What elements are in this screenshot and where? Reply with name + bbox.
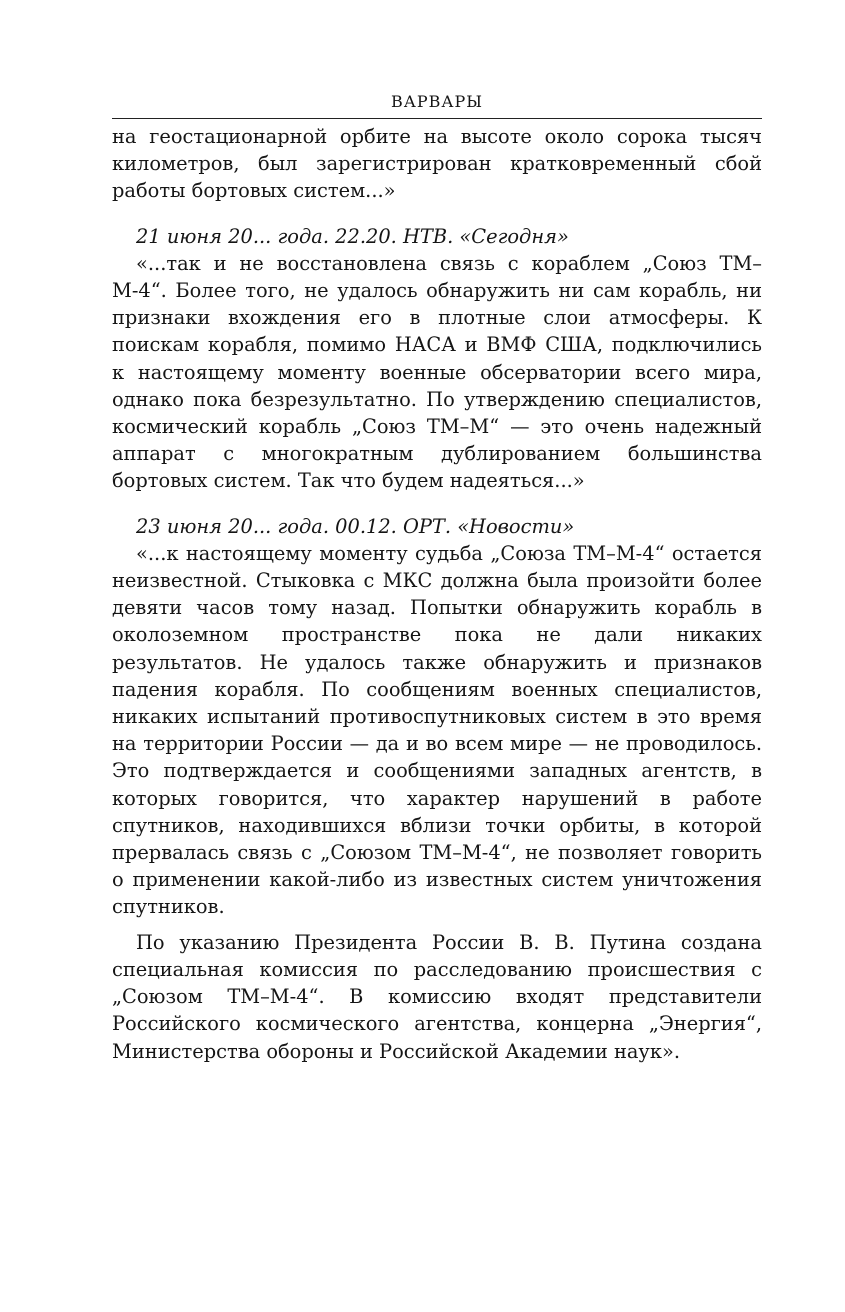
paragraph-commission: По указанию Президента России В. В. Путина создана специальная комиссия по расследованию происшествия с „Союзом ТМ–М-4“. В комиссию входят представители Российского космического агентства, концерна „Энергия“, Министерства обороны и Российской Академии наук». [112, 930, 762, 1063]
book-page [112, 88, 762, 1065]
body-text [112, 123, 762, 1065]
dateline-ort: 23 июня 20... года. 00.12. ОРТ. «Новости» [136, 514, 575, 538]
paragraph-ntv-quote: «...так и не восстановлена связь с кораблем „Союз ТМ–М-4“. Более того, не удалось обнаружить ни сам корабль, ни признаки вхождения его в плотные слои атмосферы. К поискам корабля, помимо НАСА и ВМФ США, подключились к настоящему моменту военные обсерватории всего мира, однако пока безрезультатно. По утверждению специалистов, космический корабль „Союз ТМ–М“ — это очень надежный аппарат с многократным дублированием большинства бортовых систем. Так что будем надеяться...» [112, 251, 762, 493]
running-head-title: ВАРВАРЫ [112, 88, 762, 119]
paragraph-continuation: на геостационарной орбите на высоте около сорока тысяч километров, был зарегистрирован кратковременный сбой работы бортовых систем...» [112, 125, 762, 203]
paragraph-ort-quote: «...к настоящему моменту судьба „Союза ТМ–М-4“ остается неизвестной. Стыковка с МКС должна была произойти более девяти часов тому назад. Попытки обнаружить корабль в околоземном пространстве пока не дали никаких результатов. Не удалось также обнаружить и признаков падения корабля. По сообщениям военных специалистов, никаких испытаний противоспутниковых систем в это время на территории России — да и во всем мире — не проводилось. Это подтверждается и сообщениями западных агентств, в которых говорится, что характер нарушений в работе спутников, находившихся вблизи точки орбиты, в которой прервалась связь с „Союзом ТМ–М-4“, не позволяет говорить о применении какой-либо из известных систем уничтожения спутников. [112, 541, 762, 919]
dateline-ntv: 21 июня 20... года. 22.20. НТВ. «Сегодня» [136, 224, 569, 248]
